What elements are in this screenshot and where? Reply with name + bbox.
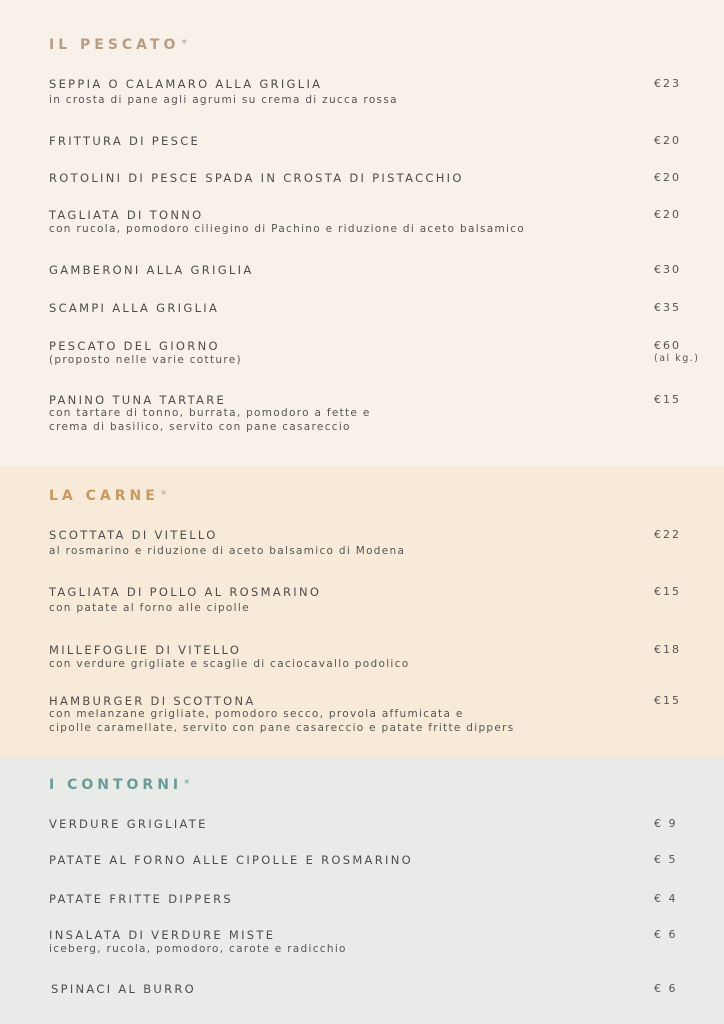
item-name: SCAMPI ALLA GRIGLIA xyxy=(49,301,220,315)
item-price: € 9 xyxy=(654,817,678,830)
item-description: con tartare di tonno, burrata, pomodoro a fette e crema di basilico, servito con pane casareccio xyxy=(49,407,371,433)
item-name: FRITTURA DI PESCE xyxy=(49,134,201,148)
menu-item xyxy=(51,982,711,996)
title-star: * xyxy=(184,777,190,790)
item-name: GAMBERONI ALLA GRIGLIA xyxy=(49,263,254,277)
item-price: €30 xyxy=(654,263,681,276)
item-price: €15 xyxy=(654,585,681,598)
item-description: con patate al forno alle cipolle xyxy=(49,602,250,614)
item-price: €20 xyxy=(654,208,681,221)
item-price: €18 xyxy=(654,643,681,656)
item-name: SPINACI AL BURRO xyxy=(51,982,197,996)
item-name: VERDURE GRIGLIATE xyxy=(49,817,208,831)
item-description: iceberg, rucola, pomodoro, carote e radicchio xyxy=(49,943,347,955)
item-name: TAGLIATA DI POLLO AL ROSMARINO xyxy=(49,585,322,599)
item-name: PESCATO DEL GIORNO xyxy=(49,339,220,353)
menu-item xyxy=(49,339,709,368)
menu-item xyxy=(49,694,709,735)
menu-item xyxy=(49,643,709,672)
item-name: HAMBURGER DI SCOTTONA xyxy=(49,694,256,708)
menu-item xyxy=(49,208,709,237)
item-price: €15 xyxy=(654,393,681,406)
section-title: LA CARNE * xyxy=(49,488,167,504)
menu-item xyxy=(49,528,709,559)
item-name: ROTOLINI DI PESCE SPADA IN CROSTA DI PISTACCHIO xyxy=(49,171,464,185)
title-star: * xyxy=(160,488,167,501)
menu-item xyxy=(49,853,709,867)
item-price: €23 xyxy=(654,77,681,90)
item-description: (proposto nelle varie cotture) xyxy=(49,354,242,366)
item-price: € 5 xyxy=(654,853,678,866)
item-description: al rosmarino e riduzione di aceto balsamico di Modena xyxy=(49,545,406,557)
menu-item xyxy=(49,77,709,108)
item-description: con rucola, pomodoro ciliegino di Pachino e riduzione di aceto balsamico xyxy=(49,223,526,235)
item-price: € 6 xyxy=(654,982,678,995)
item-description: con verdure grigliate e scaglie di caciocavallo podolico xyxy=(49,658,410,670)
item-name: SEPPIA O CALAMARO ALLA GRIGLIA xyxy=(49,77,323,91)
item-name: PATATE AL FORNO ALLE CIPOLLE E ROSMARINO xyxy=(49,853,413,867)
item-price: € 4 xyxy=(654,892,678,905)
menu-item xyxy=(49,134,709,148)
item-price: €60 xyxy=(654,339,681,352)
section-carne xyxy=(0,466,724,758)
item-name: PANINO TUNA TARTARE xyxy=(49,393,227,407)
title-star: * xyxy=(181,37,187,50)
item-price: €15 xyxy=(654,694,681,707)
item-price: € 6 xyxy=(654,928,678,941)
section-title: IL PESCATO * xyxy=(49,37,187,53)
menu-item xyxy=(49,263,709,277)
section-pescato xyxy=(0,0,724,466)
item-unit: (al kg.) xyxy=(654,353,700,364)
item-price: €20 xyxy=(654,171,681,184)
item-name: SCOTTATA DI VITELLO xyxy=(49,528,218,542)
item-description: in crosta di pane agli agrumi su crema di zucca rossa xyxy=(49,94,398,106)
item-name: TAGLIATA DI TONNO xyxy=(49,208,204,222)
item-name: PATATE FRITTE DIPPERS xyxy=(49,892,233,906)
menu-item xyxy=(49,817,709,831)
section-contorni xyxy=(0,758,724,1024)
menu-item xyxy=(49,171,709,185)
item-name: MILLEFOGLIE DI VITELLO xyxy=(49,643,242,657)
item-description: con melanzane grigliate, pomodoro secco, provola affumicata e cipolle caramellate, servito con pane casareccio e patate fritte dippers xyxy=(49,708,515,734)
menu-item xyxy=(49,393,709,434)
item-price: €22 xyxy=(654,528,681,541)
item-name: INSALATA DI VERDURE MISTE xyxy=(49,928,276,942)
menu-item xyxy=(49,301,709,315)
item-price: €20 xyxy=(654,134,681,147)
menu-item xyxy=(49,892,709,906)
item-price: €35 xyxy=(654,301,681,314)
section-title: I CONTORNI * xyxy=(49,777,190,793)
menu-item xyxy=(49,928,709,957)
menu-item xyxy=(49,585,709,616)
